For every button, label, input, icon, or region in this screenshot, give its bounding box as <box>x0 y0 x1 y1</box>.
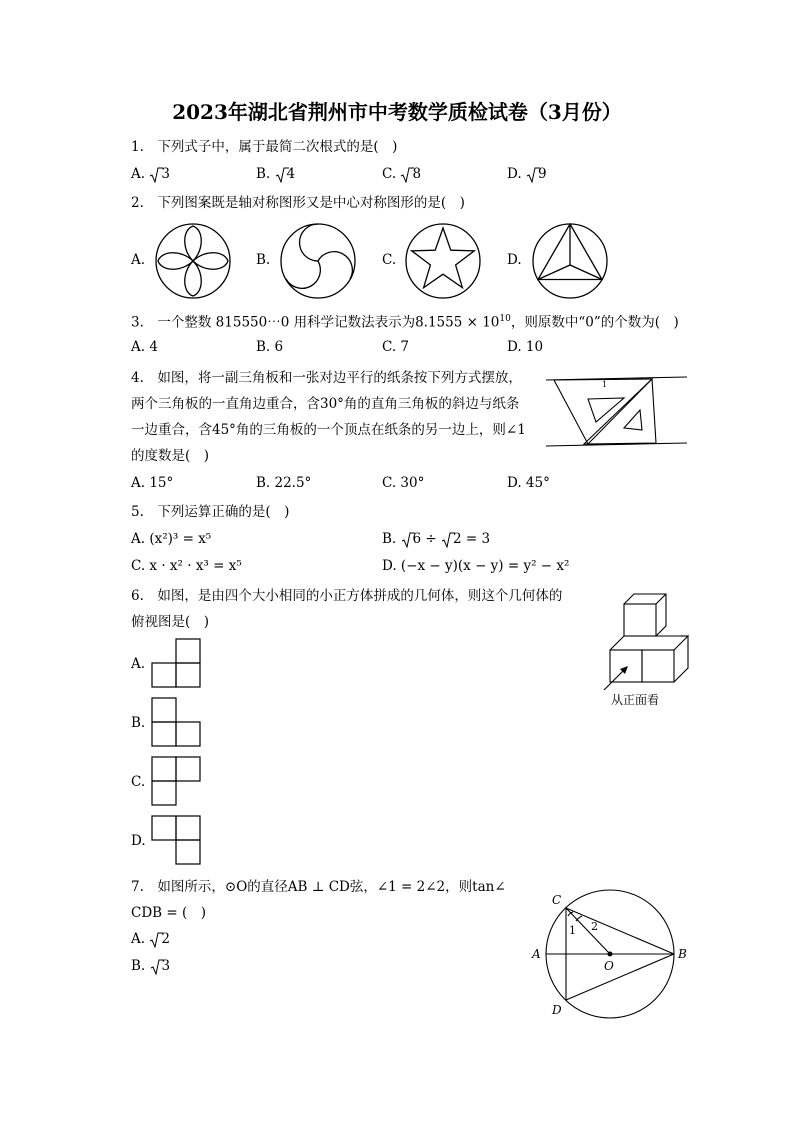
q6-figure-b[interactable] <box>150 697 202 749</box>
q3-option-b[interactable]: B. 6 <box>256 339 284 355</box>
q7-point-c: C <box>552 893 562 907</box>
q3-option-d[interactable]: D. 10 <box>507 339 544 355</box>
q7-point-d: D <box>552 1003 562 1017</box>
q2-stem: 2. 下列图案既是轴对称图形又是中心对称图形的是( ) <box>131 195 465 211</box>
q7-stem-line1: 7. 如图所示，⊙O的直径AB ⊥ CD弦，∠1 = 2∠2，则tan∠ <box>131 879 506 895</box>
q4-option-a[interactable]: A. 15° <box>131 475 174 491</box>
q1-option-d[interactable]: D. 9 <box>507 166 547 182</box>
q6-stem-line1: 6. 如图，是由四个大小相同的小正方体拼成的几何体，则这个几何体的 <box>131 588 563 604</box>
q7-stem-line2: CDB = ( ) <box>131 905 207 921</box>
q7-angle-1: 1 <box>569 924 576 937</box>
page-title: 2023年湖北省荆州市中考数学质检试卷（3月份） <box>172 100 622 124</box>
q4-stem-line3: 一边重合，含45°角的三角板的一个顶点在纸条的另一边上，则∠1 <box>131 422 526 438</box>
q6-label-c: C. <box>131 774 146 790</box>
q4-stem-line2: 两个三角板的一直角边重合，含30°角的直角三角板的斜边与纸条 <box>131 396 520 412</box>
q2-label-c: C. <box>382 252 397 268</box>
q1-option-c[interactable]: C. 8 <box>382 166 422 182</box>
q2-label-a: A. <box>131 252 146 268</box>
q5-option-b[interactable]: B. 6 ÷ 2 = 3 <box>382 531 491 547</box>
q7-point-o: O <box>604 959 614 973</box>
q2-label-d: D. <box>507 252 522 268</box>
q6-view-caption: 从正面看 <box>611 693 660 707</box>
q7-point-b: B <box>678 947 687 961</box>
q4-option-b[interactable]: B. 22.5° <box>256 475 312 491</box>
q2-label-b: B. <box>256 252 271 268</box>
q1-option-b[interactable]: B. 4 <box>256 166 296 182</box>
q4-figure <box>544 370 689 452</box>
q2-figure-d[interactable] <box>531 222 609 300</box>
q1-stem: 1. 下列式子中，属于最简二次根式的是( ) <box>131 139 398 155</box>
q6-label-a: A. <box>131 656 146 672</box>
q2-figure-b[interactable] <box>279 222 357 300</box>
q6-label-b: B. <box>131 715 146 731</box>
q2-figure-a[interactable] <box>154 222 232 300</box>
q5-option-a[interactable]: A. (x²)³ = x⁵ <box>131 531 212 547</box>
q5-stem: 5. 下列运算正确的是( ) <box>131 504 290 520</box>
q2-figure-c[interactable] <box>404 222 482 300</box>
q7-option-a[interactable]: A. 2 <box>131 931 170 947</box>
q3-stem: 3. 一个整数 815550⋯0 用科学记数法表示为$8.1555 \times 10^{10}$，则原数中“0”的个数为( ) <box>131 314 679 331</box>
q6-figure-c[interactable] <box>150 756 202 808</box>
q1-option-a[interactable]: A. 3 <box>131 166 170 182</box>
q4-stem-line4: 的度数是( ) <box>131 448 210 464</box>
q6-figure-a[interactable] <box>150 638 202 690</box>
q6-figure-d[interactable] <box>150 815 202 867</box>
q4-angle-label: 1 <box>602 380 608 389</box>
q7-option-b[interactable]: B. 3 <box>131 958 171 974</box>
q4-stem-line1: 4. 如图，将一副三角板和一张对边平行的纸条按下列方式摆放， <box>131 370 522 386</box>
q7-point-a: A <box>532 947 541 961</box>
q7-figure <box>528 888 698 1020</box>
q4-option-d[interactable]: D. 45° <box>507 475 550 491</box>
q5-option-c[interactable]: C. x · x² · x³ = x⁵ <box>131 558 242 574</box>
q6-cube-figure <box>596 590 696 690</box>
q6-stem-line2: 俯视图是( ) <box>131 614 210 630</box>
q3-option-c[interactable]: C. 7 <box>382 339 410 355</box>
q5-option-d[interactable]: D. (−x − y)(x − y) = y² − x² <box>382 558 570 574</box>
q6-label-d: D. <box>131 833 146 849</box>
q4-option-c[interactable]: C. 30° <box>382 475 425 491</box>
q3-option-a[interactable]: A. 4 <box>131 339 158 355</box>
q7-angle-2: 2 <box>591 920 598 933</box>
